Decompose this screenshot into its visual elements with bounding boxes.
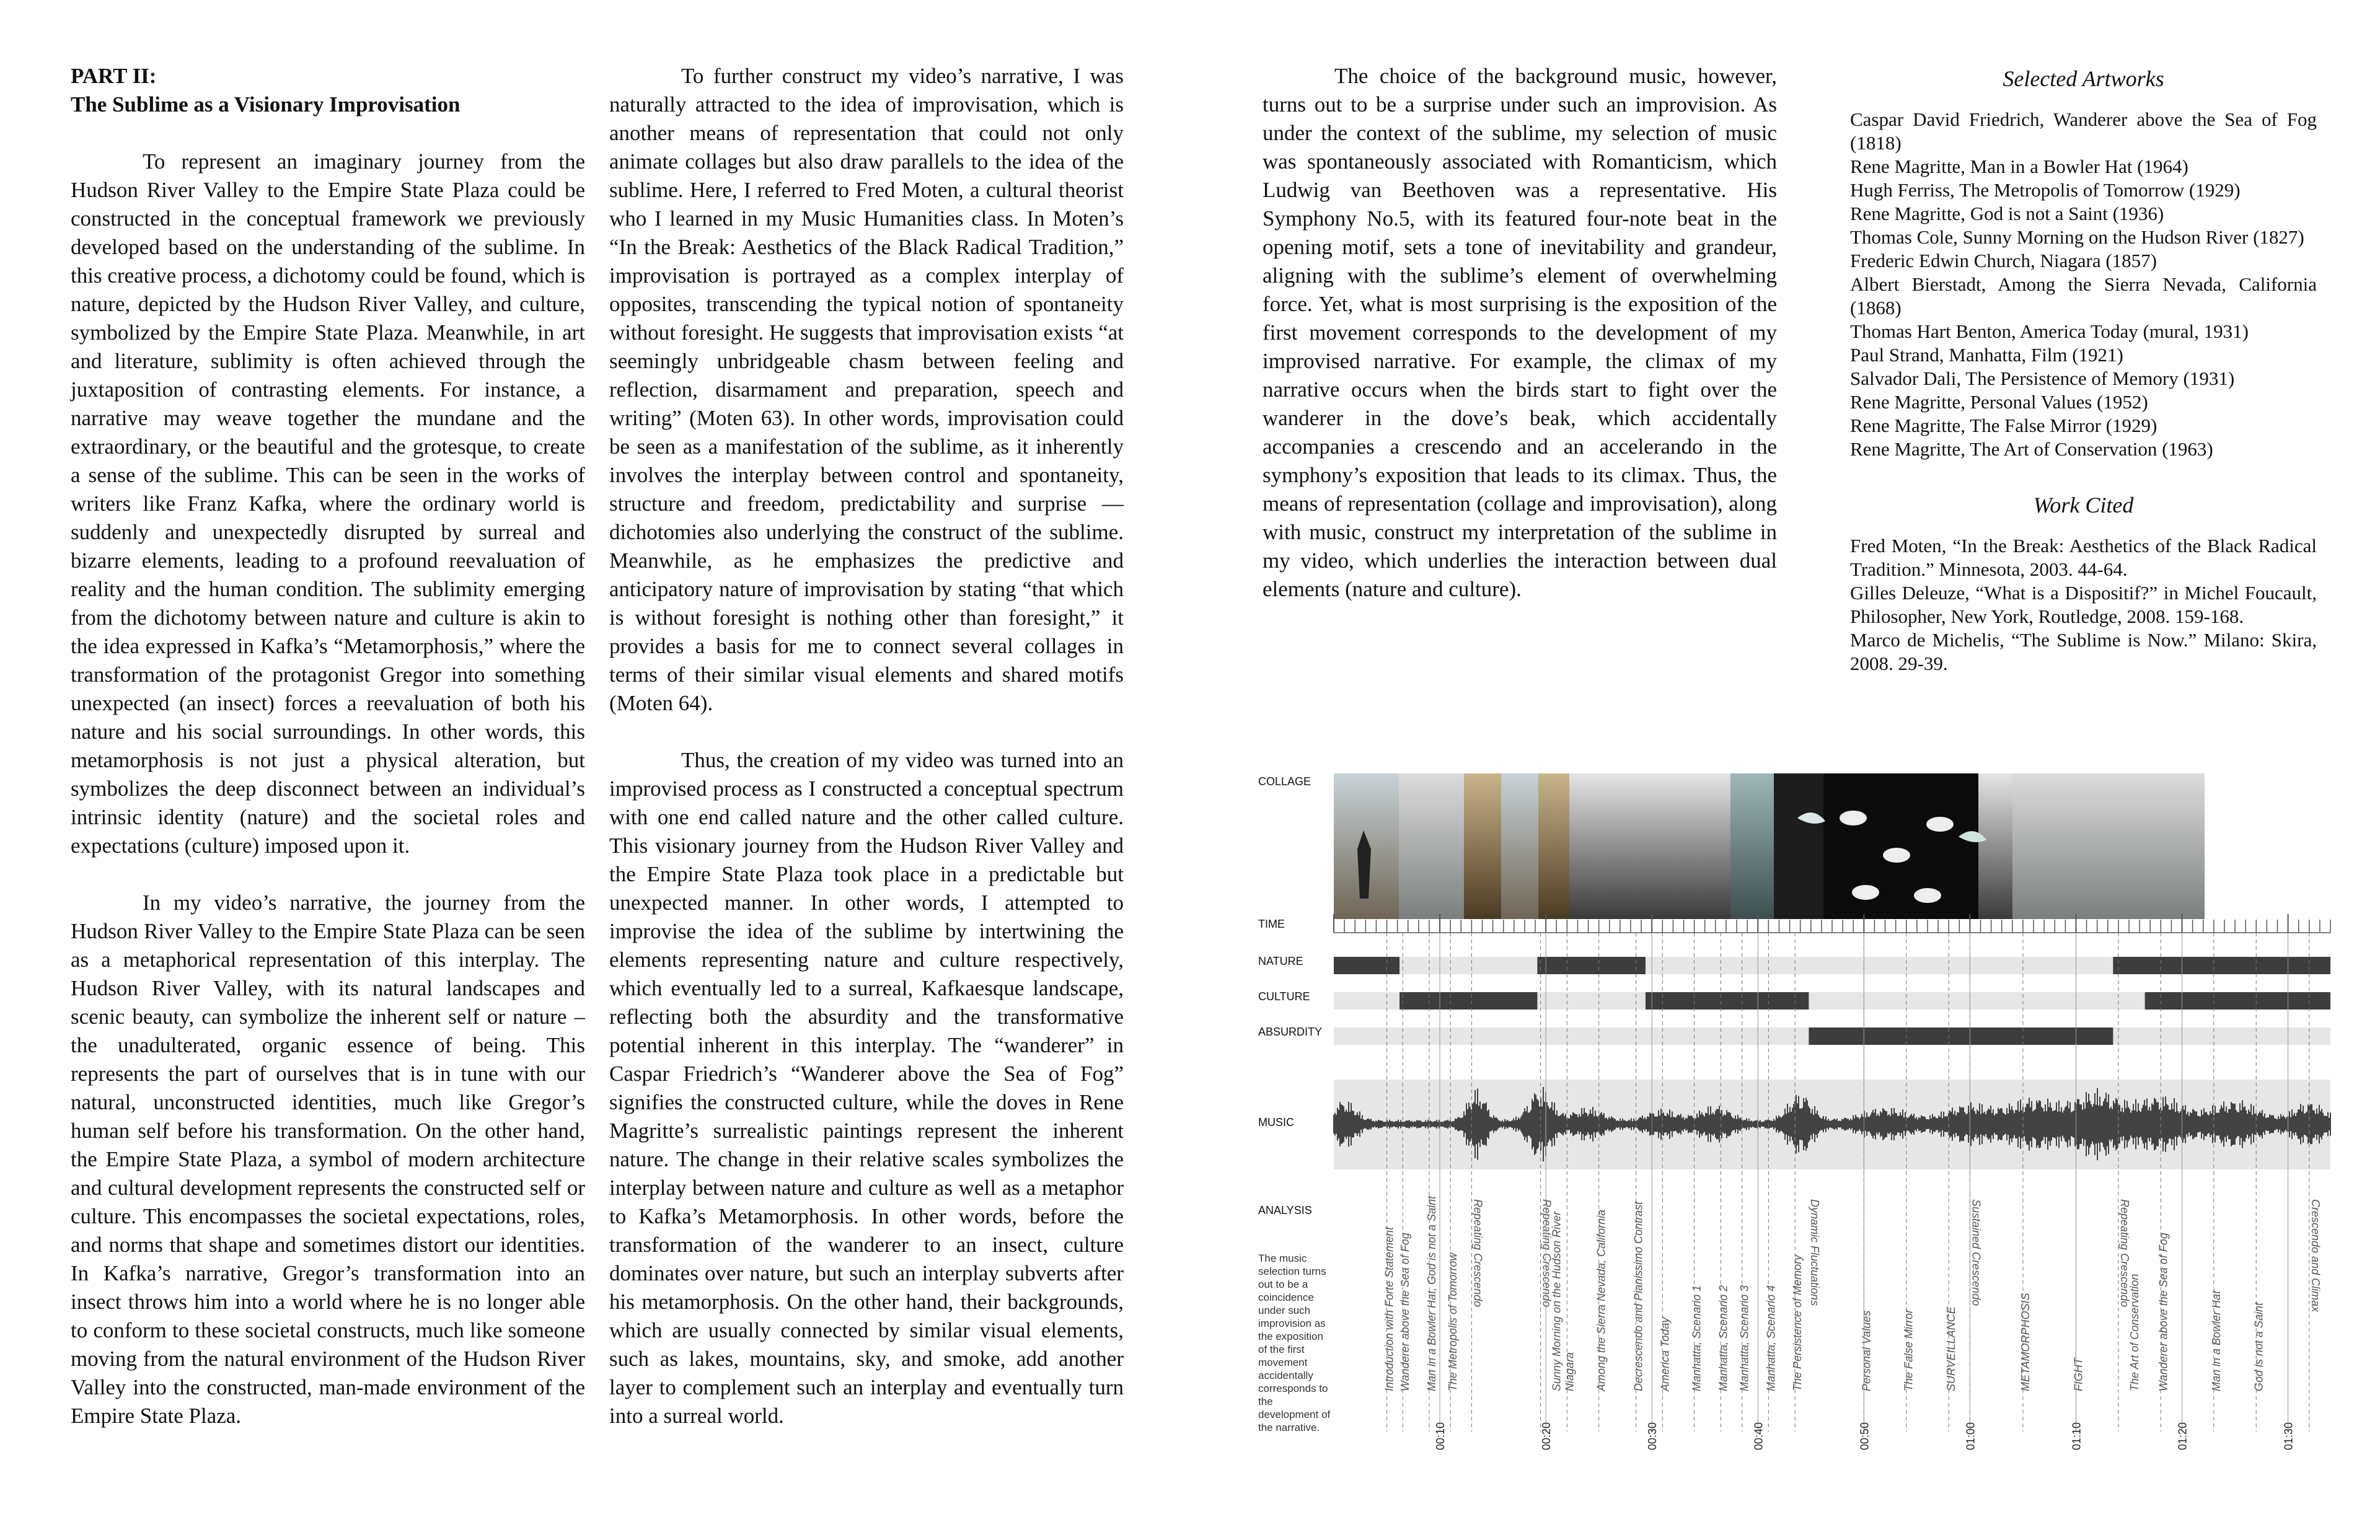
- culture-segment: [1399, 992, 1537, 1010]
- artwork-item: Frederic Edwin Church, Niagara (1857): [1850, 250, 2157, 271]
- nature-segment: [2113, 957, 2330, 974]
- time-label: 00:40: [1752, 1422, 1765, 1450]
- selected-artworks-title: Selected Artworks: [2003, 66, 2164, 91]
- eye-shape: [1852, 885, 1879, 900]
- artworks-list: [1850, 108, 2317, 461]
- video-timeline-diagram: [1258, 762, 2337, 1475]
- analysis-label: Man in a Bowler Hat, God is not a Saint: [1425, 1195, 1438, 1391]
- analysis-label: Manhatta, Scenario 2: [1717, 1285, 1730, 1391]
- analysis-label: The Persistence of Memory: [1791, 1254, 1804, 1391]
- time-label: 01:10: [2070, 1422, 2083, 1450]
- analysis-label: Manhatta, Scenario 3: [1738, 1285, 1751, 1391]
- culture-segment: [2145, 992, 2330, 1010]
- timeline-svg: [1258, 762, 2337, 1475]
- analysis-label: Introduction with Forte Statement: [1383, 1226, 1396, 1391]
- analysis-label: Man in a Bowler Hat: [2210, 1290, 2223, 1391]
- eye-shape: [1883, 848, 1910, 863]
- eye-shape: [1926, 817, 1954, 832]
- collage-thumbnail: [1464, 773, 1501, 919]
- paragraph: In my video’s narrative, the journey from the Hudson River Valley to the Empire State Plaza can be seen as a metaphorical representation of this interplay. The Hudson River Valley, with its natural landscapes and scenic beauty, can symbolize the inherent self or nature – the unadulterated, organic essence of being. This represents the part of ourselves that is in tune with our natural, unconstructed identities, much like Gregor’s human self before his transformation. On the other hand, the Empire State Plaza, a symbol of modern architecture and cultural development represents the constructed self or culture. This encompasses the societal expectations, roles, and norms that shape and sometimes distort our identities. In Kafka’s narrative, Gregor’s transformation into an insect throws him into a world where he is no longer able to conform to these societal constructs, much like someone moving from the natural environment of the Hudson River Valley into the constructed, man-made environment of the Empire State Plaza.: [71, 891, 585, 1428]
- analysis-label: METAMORPHOSIS: [2019, 1293, 2032, 1391]
- row-label-analysis: ANALYSIS: [1258, 1204, 1312, 1217]
- row-label-collage: COLLAGE: [1258, 775, 1311, 788]
- analysis-label: Repeating Crescendo: [2118, 1199, 2131, 1308]
- analysis-labels: [1383, 1195, 2322, 1392]
- row-label-time: TIME: [1258, 918, 1285, 930]
- time-label: 00:20: [1540, 1422, 1553, 1450]
- analysis-label: SURVEILLANCE: [1945, 1306, 1958, 1391]
- citation-item: Fred Moten, “In the Break: Aesthetics of the Black Radical Tradition.” Minnesota, 2003. 44-64.: [1850, 535, 2317, 580]
- collage-strip: [1334, 773, 2205, 919]
- collage-thumbnail: [1823, 773, 1978, 919]
- collage-thumbnail: [1569, 773, 1730, 919]
- work-cited-title: Work Cited: [2033, 493, 2134, 517]
- artwork-item: Rene Magritte, God is not a Saint (1936): [1850, 203, 2164, 224]
- analysis-label: Personal Values: [1860, 1310, 1873, 1391]
- time-label: 00:30: [1646, 1422, 1659, 1450]
- row-label-absurdity: ABSURDITY: [1258, 1026, 1323, 1038]
- artwork-item: Rene Magritte, Personal Values (1952): [1850, 391, 2148, 413]
- eye-shape: [1914, 888, 1941, 903]
- citation-item: Marco de Michelis, “The Sublime is Now.” Milano: Skira, 2008. 29-39.: [1850, 629, 2317, 674]
- artwork-item: Thomas Hart Benton, America Today (mural, 1931): [1850, 320, 2249, 342]
- analysis-label: Crescendo and Climax: [2309, 1199, 2322, 1313]
- time-label: 01:20: [2176, 1422, 2189, 1450]
- artwork-item: Thomas Cole, Sunny Morning on the Hudson River (1827): [1850, 226, 2304, 248]
- collage-thumbnail: [2012, 773, 2205, 919]
- analysis-label: The False Mirror: [1902, 1309, 1915, 1391]
- part-heading: [71, 62, 585, 119]
- absurdity-segment: [1809, 1027, 2113, 1045]
- artwork-item: Salvador Dali, The Persistence of Memory (1931): [1850, 367, 2235, 389]
- nature-segment: [1334, 957, 1399, 974]
- part-number: PART II:: [71, 64, 157, 88]
- paragraph: To represent an imaginary journey from the Hudson River Valley to the Empire State Plaza could be constructed in the conceptual framework we previously developed based on the understanding of the sublime. In this creative process, a dichotomy could be found, which is nature, depicted by the Hudson River Valley, and culture, symbolized by the Empire State Plaza. Meanwhile, in art and literature, sublimity is often achieved through the juxtaposition of contrasting elements. For instance, a narrative may weave together the mundane and the extraordinary, or the beautiful and the grotesque, to create a sense of the sublime. This can be seen in the works of writers like Franz Kafka, where the ordinary world is suddenly and unexpectedly disrupted by surreal and bizarre elements, leading to a profound reevaluation of reality and the human condition. The sublimity emerging from the dichotomy between nature and culture is akin to the idea expressed in Kafka’s “Metamorphosis,” where the transformation of the protagonist Gregor into something unexpected (an insect) forces a reevaluation of both his nature and his social surroundings. In other words, this metamorphosis is not just a physical alteration, but symbolizes the deep disconnect between an individual’s intrinsic identity (nature) and the societal roles and expectations (culture) imposed upon it.: [71, 149, 585, 858]
- paragraph: The choice of the background music, however, turns out to be a surprise under such an improvision. As under the context of the sublime, my selection of music was spontaneously associated with Romanticism, which Ludwig van Beethoven was a representative. His Symphony No.5, with its featured four-note beat in the opening motif, sets a tone of inevitability and grandeur, aligning with the sublime’s element of overwhelming force. Yet, what is most surprising is the exposition of the first movement corresponds to the development of my improvised narrative. For example, the climax of my narrative occurs when the birds start to fight over the wanderer in the dove’s beak, which accidentally accompanies a crescendo and an accelerando in the symphony’s exposition that leads to its climax. Thus, the means of representation (collage and improvisation), along with music, construct my interpretation of the sublime in my video, which underlies the interaction between dual elements (nature and culture).: [1263, 64, 1777, 601]
- analysis-label: Sunny Morning on the Hudson River: [1550, 1211, 1563, 1391]
- collage-thumbnail: [1538, 773, 1569, 919]
- analysis-label: The Metropolis of Tomorrow: [1447, 1252, 1460, 1391]
- artwork-item: Rene Magritte, Man in a Bowler Hat (1964): [1850, 156, 2188, 177]
- collage-thumbnail: [1978, 773, 2012, 919]
- analysis-label: Manhatta, Scenario 1: [1690, 1285, 1703, 1391]
- analysis-label: Niagara: [1563, 1352, 1576, 1391]
- artwork-item: Albert Bierstadt, Among the Sierra Nevada, California (1868): [1850, 273, 2317, 319]
- nature-segment: [1537, 957, 1645, 974]
- analysis-label: Repeating Crescendo: [1471, 1199, 1484, 1308]
- citation-item: Gilles Deleuze, “What is a Dispositif?” in Michel Foucault, Philosopher, New York, Routledge, 2008. 159-168.: [1850, 582, 2317, 627]
- analysis-label: Wanderer above the Sea of Fog: [2157, 1233, 2170, 1391]
- analysis-label: Among the Sierra Nevada, California: [1595, 1209, 1608, 1391]
- row-label-culture: CULTURE: [1258, 990, 1310, 1003]
- sidebar-references: [1850, 64, 2317, 675]
- part-title: The Sublime as a Visionary Improvisation: [71, 92, 461, 117]
- time-label: 01:00: [1964, 1422, 1977, 1450]
- collage-thumbnail: [1774, 773, 1823, 919]
- eye-shape: [1840, 811, 1867, 825]
- artwork-item: Caspar David Friedrich, Wanderer above the Sea of Fog (1818): [1850, 108, 2317, 154]
- artwork-item: Rene Magritte, The Art of Conservation (1963): [1850, 438, 2213, 460]
- time-label: 00:10: [1434, 1422, 1447, 1450]
- analysis-label: God is not a Saint: [2252, 1302, 2265, 1391]
- artwork-item: Rene Magritte, The False Mirror (1929): [1850, 415, 2157, 436]
- left-column-1: [71, 62, 585, 1430]
- time-label: 00:50: [1858, 1422, 1871, 1450]
- analysis-note: The music selection turns out to be a coincidence under such improvision as the exposition of the first movement accidentally corresponds to the development of the narrative.: [1258, 1252, 1331, 1433]
- analysis-label: Decrescendo and Pianissimo Contrast: [1632, 1201, 1645, 1391]
- analysis-label: Dynamic Fluctuations: [1809, 1199, 1822, 1306]
- row-label-nature: NATURE: [1258, 955, 1303, 967]
- citations-list: [1850, 534, 2317, 675]
- time-label: 01:30: [2282, 1422, 2295, 1450]
- analysis-label: Repeating Crescendo: [1540, 1199, 1553, 1308]
- right-column-text: [1263, 62, 1777, 604]
- row-label-music: MUSIC: [1258, 1116, 1294, 1129]
- artwork-item: Paul Strand, Manhatta, Film (1921): [1850, 344, 2123, 366]
- analysis-label: FIGHT: [2072, 1358, 2085, 1391]
- analysis-label: America Today: [1659, 1317, 1672, 1391]
- paragraph: Thus, the creation of my video was turned into an improvised process as I constructed a conceptual spectrum with one end called nature and the other called culture. This visionary journey from the Hudson River Valley and the Empire State Plaza took place in a predictable but unexpected manner. In other words, I attempted to improvise the idea of the sublime by intertwining the elements representing nature and culture respectively, which eventually led to a surreal, Kafkaesque landscape, reflecting both the absurdity and the transformative potential inherent in this interplay. The “wanderer” in Caspar Friedrich’s “Wanderer above the Sea of Fog” signifies the constructed culture, while the doves in Rene Magritte’s surrealistic paintings represent the inherent nature. The change in their relative scales symbolizes the interplay between nature and culture as well as a metaphor to Kafka’s Metamorphosis. In other words, before the transformation of the wanderer to an insect, culture dominates over nature, but such an interplay subverts after his metamorphosis. On the other hand, their backgrounds, which are usually connected by similar visual elements, such as lakes, mountains, sky, and smoke, add another layer to complement such an interplay and eventually turn into a surreal world.: [609, 748, 1124, 1428]
- paragraph: To further construct my video’s narrative, I was naturally attracted to the idea of improvisation, which is another means of representation that could not only animate collages but also draw parallels to the idea of the sublime. Here, I referred to Fred Moten, a cultural theorist who I learned in my Music Humanities class. In Moten’s “In the Break: Aesthetics of the Black Radical Tradition,” improvisation is portrayed as a complex interplay of opposites, transcending the typical notion of spontaneity without foresight. He suggests that improvisation exists “at seemingly unbridgeable chasm between feeling and reflection, disarmament and preparation, speech and writing” (Moten 63). In other words, improvisation could be seen as a manifestation of the sublime, as it inherently involves the interplay between control and spontaneity, structure and freedom, predictability and surprise — dichotomies also underlying the construct of the sublime. Meanwhile, as he emphasizes the predictive and anticipatory nature of improvisation by stating “that which is without foresight is nothing other than foresight,” it provides a basis for me to connect several collages in terms of their similar visual elements and shared motifs (Moten 64).: [609, 64, 1124, 715]
- analysis-label: Manhatta, Scenario 4: [1765, 1285, 1778, 1391]
- collage-thumbnail: [1399, 773, 1464, 919]
- collage-thumbnail: [1501, 773, 1538, 919]
- analysis-label: Wanderer above the Sea of Fog: [1399, 1233, 1412, 1391]
- collage-thumbnail: [1730, 773, 1774, 919]
- artwork-item: Hugh Ferriss, The Metropolis of Tomorrow (1929): [1850, 179, 2241, 201]
- left-column-2: [609, 62, 1124, 1430]
- analysis-label: Sustained Crescendo: [1970, 1199, 1983, 1306]
- analysis-label: The Art of Conservation: [2128, 1274, 2141, 1391]
- culture-segment: [1646, 992, 1809, 1010]
